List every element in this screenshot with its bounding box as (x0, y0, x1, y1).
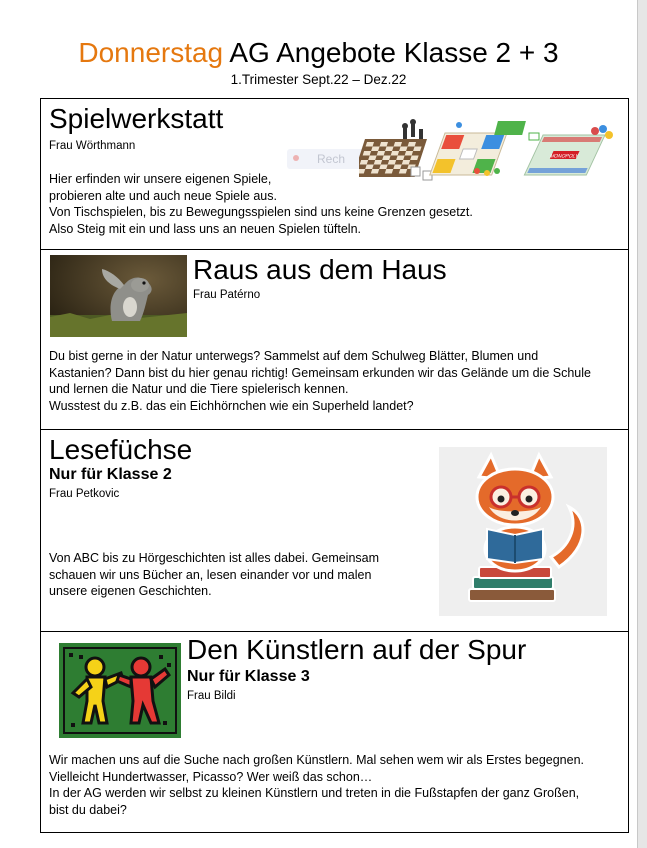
squirrel-photo (50, 255, 187, 337)
section-teacher: Frau Bildi (187, 690, 236, 702)
overlay-dot-icon (293, 155, 299, 161)
section-description (49, 550, 379, 600)
monopoly-logo-text: MONOPOLY (548, 153, 580, 160)
section-teacher: Frau Wörthmann (49, 140, 136, 152)
section-title: Spielwerkstatt (49, 103, 224, 134)
description-line: schauen wir uns Bücher an, lesen einander vor und malen (49, 567, 372, 582)
page-subtitle: 1.Trimester Sept.22 – Dez.22 (230, 72, 407, 87)
section-description (49, 171, 473, 237)
title-day: Donnerstag (78, 37, 224, 68)
description-line: Du bist gerne in der Natur unterwegs? Sammelst auf dem Schulweg Blätter, Blumen und (49, 349, 539, 363)
description-line: bist du dabei? (49, 802, 127, 817)
section-description (49, 348, 591, 414)
section-title: Den Künstlern auf der Spur (187, 634, 527, 665)
description-line: probieren alte und auch neue Spiele aus. (49, 188, 277, 203)
title-rest: AG Angebote Klasse 2 + 3 (223, 37, 559, 68)
overlay-text: Rech (317, 152, 346, 166)
keith-haring-figures-image (59, 643, 181, 738)
section-raus-aus-dem-haus (40, 249, 629, 429)
section-subtitle: Nur für Klasse 2 (49, 466, 172, 483)
overlay-chip (287, 149, 365, 169)
description-line: Kastanien? Dann bist du hier genau richtig! Gemeinsam erkunden wir das Gelände um die Schule (49, 365, 591, 380)
description-line: unsere eigenen Geschichten. (49, 584, 212, 598)
section-lesefuechse (40, 429, 629, 631)
description-line: Vielleicht Hundertwasser, Picasso? Wer weiß das schon… (49, 769, 373, 784)
section-kuenstler (40, 631, 629, 833)
section-title: Raus aus dem Haus (193, 254, 447, 285)
description-line: Wusstest du z.B. das ein Eichhörnchen wie ein Superheld landet? (49, 398, 414, 413)
description-line: Von Tischspielen, bis zu Bewegungsspielen sind uns keine Grenzen gesetzt. (49, 205, 473, 219)
description-line: In der AG werden wir selbst zu kleinen Künstlern und treten in die Fußstapfen der ganz Großen, (49, 786, 580, 800)
reading-fox-sticker (439, 447, 607, 616)
section-spielwerkstatt (40, 98, 629, 249)
description-line: Wir machen uns auf die Suche nach großen Künstlern. Mal sehen wem wir als Erstes begegnen. (49, 753, 584, 767)
description-line: Hier erfinden wir unsere eigenen Spiele, (49, 172, 272, 186)
page-title (0, 37, 637, 69)
description-line: Von ABC bis zu Hörgeschichten ist alles dabei. Gemeinsam (49, 551, 380, 565)
description-line: Also Steig mit ein und lass uns an neuen Spielen tüfteln. (49, 221, 362, 236)
section-title: Lesefüchse (49, 434, 193, 465)
section-teacher: Frau Patérno (193, 289, 261, 301)
description-line: und lernen die Natur und die Tiere spielerisch kennen. (49, 382, 349, 396)
section-description (49, 752, 584, 818)
section-subtitle: Nur für Klasse 3 (187, 668, 310, 685)
section-teacher: Frau Petkovic (49, 488, 120, 500)
